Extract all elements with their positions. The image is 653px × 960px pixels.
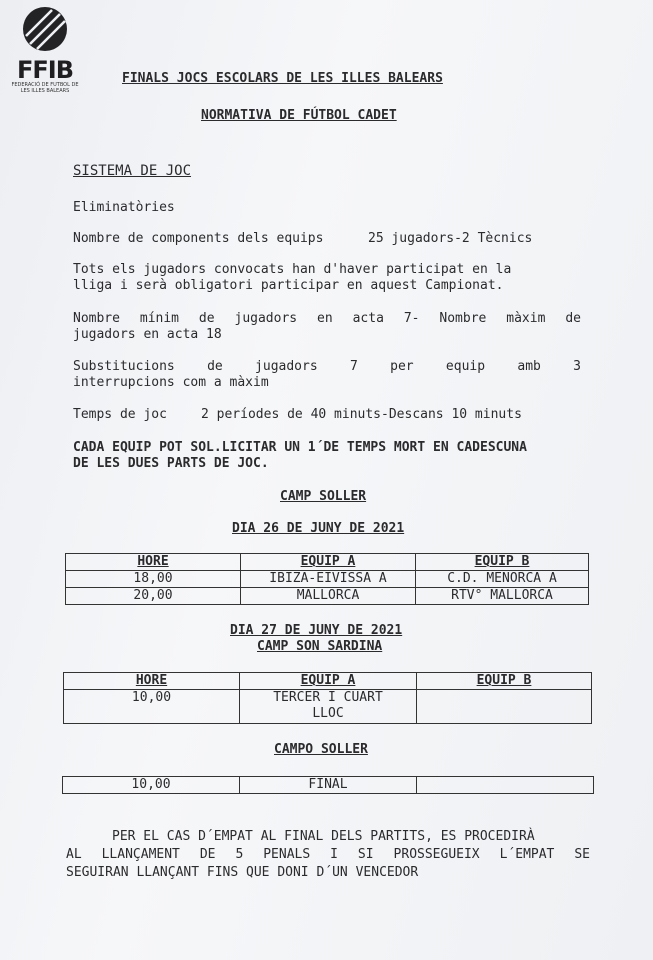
col-header-team-a: EQUIP A <box>240 673 417 690</box>
logo-subtitle: FEDERACIÓ DE FUTBOL DE LES ILLES BALEARS <box>11 82 79 94</box>
col-header-team-b: EQUIP B <box>416 554 589 571</box>
team-a-line-2: LLOC <box>312 706 344 721</box>
match-time: 20,00 <box>66 588 241 605</box>
logo-wordmark: FFIB <box>16 56 73 84</box>
team-a: MALLORCA <box>241 588 416 605</box>
table-header-row <box>66 554 589 571</box>
document-title: FINALS JOCS ESCOLARS DE LES ILLES BALEARS <box>122 71 443 86</box>
footer-line-1: PER EL CAS D´EMPAT AL FINAL DELS PARTITS, ES PROCEDIRÀ <box>112 829 535 844</box>
match-label: FINAL <box>240 777 417 794</box>
team-a <box>240 690 417 724</box>
match-time: 10,00 <box>64 690 240 724</box>
team-b <box>417 690 592 724</box>
table-header-row <box>64 673 592 690</box>
table-row <box>63 777 594 794</box>
table-row <box>66 571 589 588</box>
table-row <box>64 690 592 724</box>
subs-line-2: interrupcions com a màxim <box>73 375 269 390</box>
match-time: 18,00 <box>66 571 241 588</box>
day2-venue: CAMP SON SARDINA <box>257 639 383 654</box>
minmax-line-2: jugadors en acta 18 <box>73 327 222 342</box>
components-value: 25 jugadors-2 Tècnics <box>368 231 533 246</box>
section-heading: SISTEMA DE JOC <box>73 163 192 179</box>
team-a: IBIZA-EIVISSA A <box>241 571 416 588</box>
players-line-2: lliga i serà obligatori participar en aquest Campionat. <box>73 278 504 293</box>
day1-schedule-table <box>65 553 589 605</box>
minmax-line-1: Nombre mínim de jugadors en acta 7- Nombre màxim de <box>73 311 581 326</box>
final-venue: CAMPO SOLLER <box>274 742 368 757</box>
football-logo-icon <box>22 6 68 52</box>
document-subtitle: NORMATIVA DE FÚTBOL CADET <box>201 108 397 123</box>
team-a-line-1: TERCER I CUART <box>273 690 383 705</box>
match-extra <box>417 777 594 794</box>
col-header-time: HORE <box>64 673 240 690</box>
match-time: 10,00 <box>63 777 240 794</box>
day1-date: DIA 26 DE JUNY DE 2021 <box>232 521 405 536</box>
team-b: C.D. MENORCA A <box>416 571 589 588</box>
time-label: Temps de joc <box>73 407 167 422</box>
timeout-line-2: DE LES DUES PARTS DE JOC. <box>73 456 269 471</box>
time-value: 2 períodes de 40 minuts-Descans 10 minuts <box>201 407 522 422</box>
subs-line-1: Substitucions de jugadors 7 per equip amb 3 <box>73 359 581 374</box>
footer-line-2: AL LLANÇAMENT DE 5 PENALS I SI PROSSEGUEIX L´EMPAT SE <box>66 847 590 862</box>
components-label: Nombre de components dels equips <box>73 231 324 246</box>
col-header-time: HORE <box>66 554 241 571</box>
day2-schedule-table <box>63 672 592 724</box>
format-text: Eliminatòries <box>73 200 175 215</box>
col-header-team-a: EQUIP A <box>241 554 416 571</box>
team-b: RTV° MALLORCA <box>416 588 589 605</box>
ffib-logo <box>10 6 80 94</box>
day2-date: DIA 27 DE JUNY DE 2021 <box>230 623 403 638</box>
final-schedule-table <box>62 776 594 794</box>
timeout-line-1: CADA EQUIP POT SOL.LICITAR UN 1´DE TEMPS MORT EN CADESCUNA <box>73 440 527 455</box>
footer-line-3: SEGUIRAN LLANÇANT FINS QUE DONI D´UN VENCEDOR <box>66 865 419 880</box>
col-header-team-b: EQUIP B <box>417 673 592 690</box>
day1-venue: CAMP SOLLER <box>280 489 367 504</box>
players-line-1: Tots els jugadors convocats han d'haver participat en la <box>73 262 512 277</box>
table-row <box>66 588 589 605</box>
